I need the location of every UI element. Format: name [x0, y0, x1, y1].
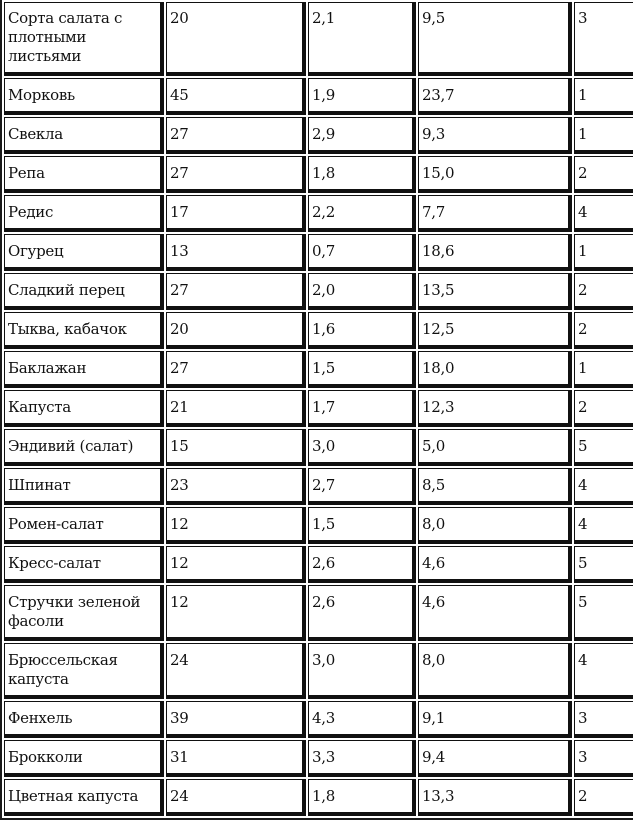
value-cell-c2: 27 — [166, 117, 306, 154]
value-cell-c3: 3,3 — [308, 740, 416, 777]
value-cell-c5: 2 — [574, 156, 633, 193]
value-cell-c2: 12 — [166, 546, 306, 583]
value-cell-c5: 2 — [574, 312, 633, 349]
value-cell-c3: 1,6 — [308, 312, 416, 349]
value-cell-c4: 4,6 — [418, 585, 572, 641]
vegetable-name-cell: Кресс-салат — [4, 546, 164, 583]
vegetable-name-cell: Фенхель — [4, 701, 164, 738]
value-cell-c3: 2,6 — [308, 585, 416, 641]
vegetable-name-cell: Огурец — [4, 234, 164, 271]
vegetable-name-cell: Шпинат — [4, 468, 164, 505]
value-cell-c5: 1 — [574, 78, 633, 115]
value-cell-c2: 45 — [166, 78, 306, 115]
value-cell-c2: 20 — [166, 2, 306, 76]
table-row — [4, 2, 633, 76]
vegetable-name-cell: Репа — [4, 156, 164, 193]
table-row — [4, 351, 633, 388]
table-row — [4, 78, 633, 115]
value-cell-c4: 18,0 — [418, 351, 572, 388]
table-row — [4, 585, 633, 641]
value-cell-c5: 5 — [574, 585, 633, 641]
table-row — [4, 195, 633, 232]
vegetable-name-cell: Тыква, кабачок — [4, 312, 164, 349]
value-cell-c3: 2,1 — [308, 2, 416, 76]
value-cell-c5: 3 — [574, 701, 633, 738]
value-cell-c5: 1 — [574, 351, 633, 388]
value-cell-c3: 1,5 — [308, 507, 416, 544]
table-row — [4, 546, 633, 583]
vegetable-table — [2, 0, 633, 818]
value-cell-c2: 27 — [166, 156, 306, 193]
vegetable-name-cell: Брокколи — [4, 740, 164, 777]
table-row — [4, 156, 633, 193]
value-cell-c4: 5,0 — [418, 429, 572, 466]
vegetable-name-cell: Цветная капуста — [4, 779, 164, 816]
vegetable-name-cell: Брюссельская капуста — [4, 643, 164, 699]
value-cell-c4: 8,0 — [418, 643, 572, 699]
value-cell-c3: 1,7 — [308, 390, 416, 427]
value-cell-c2: 17 — [166, 195, 306, 232]
value-cell-c3: 2,0 — [308, 273, 416, 310]
value-cell-c2: 21 — [166, 390, 306, 427]
value-cell-c5: 5 — [574, 546, 633, 583]
value-cell-c5: 2 — [574, 273, 633, 310]
table-row — [4, 507, 633, 544]
value-cell-c4: 4,6 — [418, 546, 572, 583]
value-cell-c4: 13,5 — [418, 273, 572, 310]
value-cell-c3: 4,3 — [308, 701, 416, 738]
vegetable-name-cell: Ромен-салат — [4, 507, 164, 544]
vegetable-name-cell: Баклажан — [4, 351, 164, 388]
value-cell-c3: 2,7 — [308, 468, 416, 505]
table-row — [4, 390, 633, 427]
value-cell-c3: 2,9 — [308, 117, 416, 154]
value-cell-c4: 12,5 — [418, 312, 572, 349]
value-cell-c4: 7,7 — [418, 195, 572, 232]
value-cell-c3: 1,5 — [308, 351, 416, 388]
value-cell-c2: 20 — [166, 312, 306, 349]
value-cell-c4: 9,5 — [418, 2, 572, 76]
table-row — [4, 429, 633, 466]
value-cell-c4: 18,6 — [418, 234, 572, 271]
value-cell-c3: 0,7 — [308, 234, 416, 271]
value-cell-c4: 13,3 — [418, 779, 572, 816]
value-cell-c4: 12,3 — [418, 390, 572, 427]
vegetable-name-cell: Сорта салата с плотными листьями — [4, 2, 164, 76]
table-row — [4, 234, 633, 271]
value-cell-c5: 4 — [574, 643, 633, 699]
value-cell-c4: 8,5 — [418, 468, 572, 505]
value-cell-c5: 2 — [574, 390, 633, 427]
value-cell-c2: 24 — [166, 643, 306, 699]
value-cell-c3: 1,8 — [308, 156, 416, 193]
value-cell-c3: 2,2 — [308, 195, 416, 232]
value-cell-c2: 13 — [166, 234, 306, 271]
value-cell-c2: 15 — [166, 429, 306, 466]
value-cell-c5: 2 — [574, 779, 633, 816]
value-cell-c4: 23,7 — [418, 78, 572, 115]
value-cell-c2: 24 — [166, 779, 306, 816]
value-cell-c5: 4 — [574, 195, 633, 232]
value-cell-c4: 9,3 — [418, 117, 572, 154]
value-cell-c3: 2,6 — [308, 546, 416, 583]
table-row — [4, 312, 633, 349]
table-row — [4, 740, 633, 777]
value-cell-c2: 12 — [166, 585, 306, 641]
table-row — [4, 273, 633, 310]
value-cell-c2: 12 — [166, 507, 306, 544]
value-cell-c5: 3 — [574, 740, 633, 777]
value-cell-c4: 9,1 — [418, 701, 572, 738]
vegetable-name-cell: Сладкий перец — [4, 273, 164, 310]
vegetable-name-cell: Свекла — [4, 117, 164, 154]
value-cell-c5: 5 — [574, 429, 633, 466]
vegetable-name-cell: Капуста — [4, 390, 164, 427]
value-cell-c5: 1 — [574, 117, 633, 154]
value-cell-c3: 3,0 — [308, 643, 416, 699]
value-cell-c3: 1,9 — [308, 78, 416, 115]
value-cell-c5: 3 — [574, 2, 633, 76]
value-cell-c2: 23 — [166, 468, 306, 505]
vegetable-name-cell: Стручки зеленой фасоли — [4, 585, 164, 641]
vegetable-name-cell: Морковь — [4, 78, 164, 115]
value-cell-c3: 3,0 — [308, 429, 416, 466]
table-row — [4, 701, 633, 738]
vegetable-name-cell: Эндивий (салат) — [4, 429, 164, 466]
value-cell-c2: 39 — [166, 701, 306, 738]
table-row — [4, 643, 633, 699]
table-row — [4, 779, 633, 816]
value-cell-c4: 9,4 — [418, 740, 572, 777]
value-cell-c5: 1 — [574, 234, 633, 271]
value-cell-c4: 8,0 — [418, 507, 572, 544]
vegetable-name-cell: Редис — [4, 195, 164, 232]
value-cell-c3: 1,8 — [308, 779, 416, 816]
value-cell-c2: 31 — [166, 740, 306, 777]
value-cell-c2: 27 — [166, 351, 306, 388]
value-cell-c4: 15,0 — [418, 156, 572, 193]
value-cell-c5: 4 — [574, 507, 633, 544]
table-row — [4, 468, 633, 505]
table-row — [4, 117, 633, 154]
value-cell-c5: 4 — [574, 468, 633, 505]
value-cell-c2: 27 — [166, 273, 306, 310]
